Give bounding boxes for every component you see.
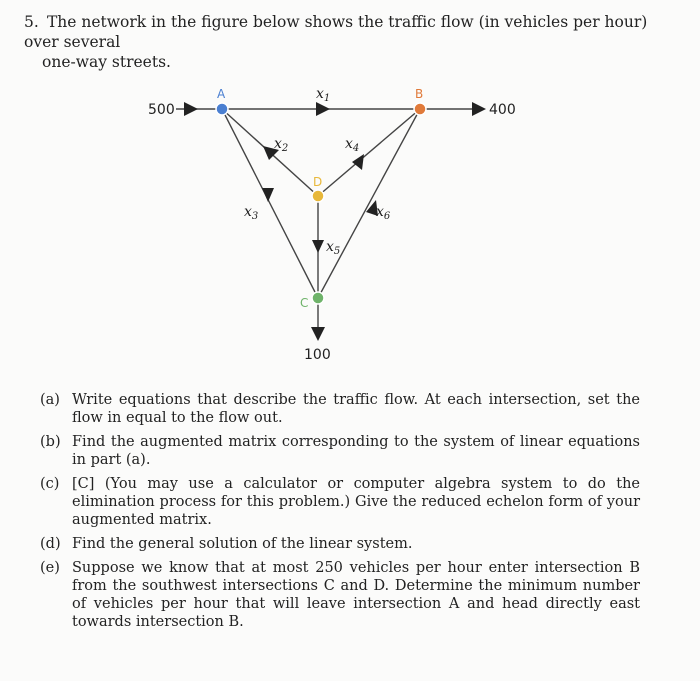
arrow-out-b (472, 102, 486, 116)
arrow-x4 (352, 154, 364, 170)
part-d (40, 535, 640, 553)
node-a (216, 103, 228, 115)
arrow-in-a (184, 102, 198, 116)
outflow-c-label: 100 (304, 347, 331, 363)
part-d-text: Find the general solution of the linear system. (72, 536, 413, 552)
node-b-label: B (415, 87, 424, 101)
var-x5-label: $x_5$ (326, 239, 341, 257)
inflow-a-label: 500 (148, 102, 175, 118)
arrow-x3 (262, 188, 274, 202)
var-x6-label: $x_6$ (376, 204, 391, 222)
part-e-tag: (e) (40, 560, 60, 576)
node-c (312, 292, 324, 304)
part-c (40, 475, 640, 529)
arrow-out-c (311, 327, 325, 341)
flow-arrowheads (184, 102, 486, 341)
arrow-x5 (312, 240, 324, 253)
part-b (40, 433, 640, 469)
node-c-label: C (300, 296, 309, 310)
var-x3-label: $x_3$ (244, 204, 259, 222)
var-x4-label: $x_4$ (345, 136, 360, 154)
part-a-text: Write equations that describe the traffic flow. At each intersection, set the flow in equal to the flow out. (72, 392, 640, 426)
arrow-x1 (316, 102, 330, 116)
problem-intro-line-1: The network in the figure below shows the traffic flow (in vehicles per hour) over several (24, 13, 648, 51)
node-a-label: A (217, 87, 226, 101)
var-x2-label: $x_2$ (274, 136, 289, 154)
node-d-label: D (313, 175, 323, 189)
problem-number: 5. (24, 13, 39, 31)
node-b (414, 103, 426, 115)
network-edges (176, 109, 482, 338)
part-c-text: [C] (You may use a calculator or computer algebra system to do the elimination process for this problem.) Give the reduced echelon form of your augmented matrix. (72, 476, 640, 528)
part-c-tag: (c) (40, 476, 60, 492)
edge-c-b (318, 109, 420, 298)
outflow-b-label: 400 (489, 102, 516, 118)
part-b-text: Find the augmented matrix corresponding to the system of linear equations in part (a). (72, 434, 640, 468)
question-parts (40, 391, 640, 637)
part-e (40, 559, 640, 631)
part-a-tag: (a) (40, 392, 60, 408)
edge-a-c (222, 109, 318, 298)
part-b-tag: (b) (40, 434, 61, 450)
var-x1-label: $x_1$ (316, 86, 331, 104)
part-a (40, 391, 640, 427)
part-d-tag: (d) (40, 536, 61, 552)
part-e-text: Suppose we know that at most 250 vehicles per hour enter intersection B from the southwest intersections C and D. Determine the minimum number of vehicles per hour that will leave intersection A and head directly east towards intersection B. (72, 560, 640, 630)
node-d (312, 190, 324, 202)
problem-intro-line-2: one-way streets. (42, 53, 171, 71)
edge-d-b (318, 109, 420, 196)
